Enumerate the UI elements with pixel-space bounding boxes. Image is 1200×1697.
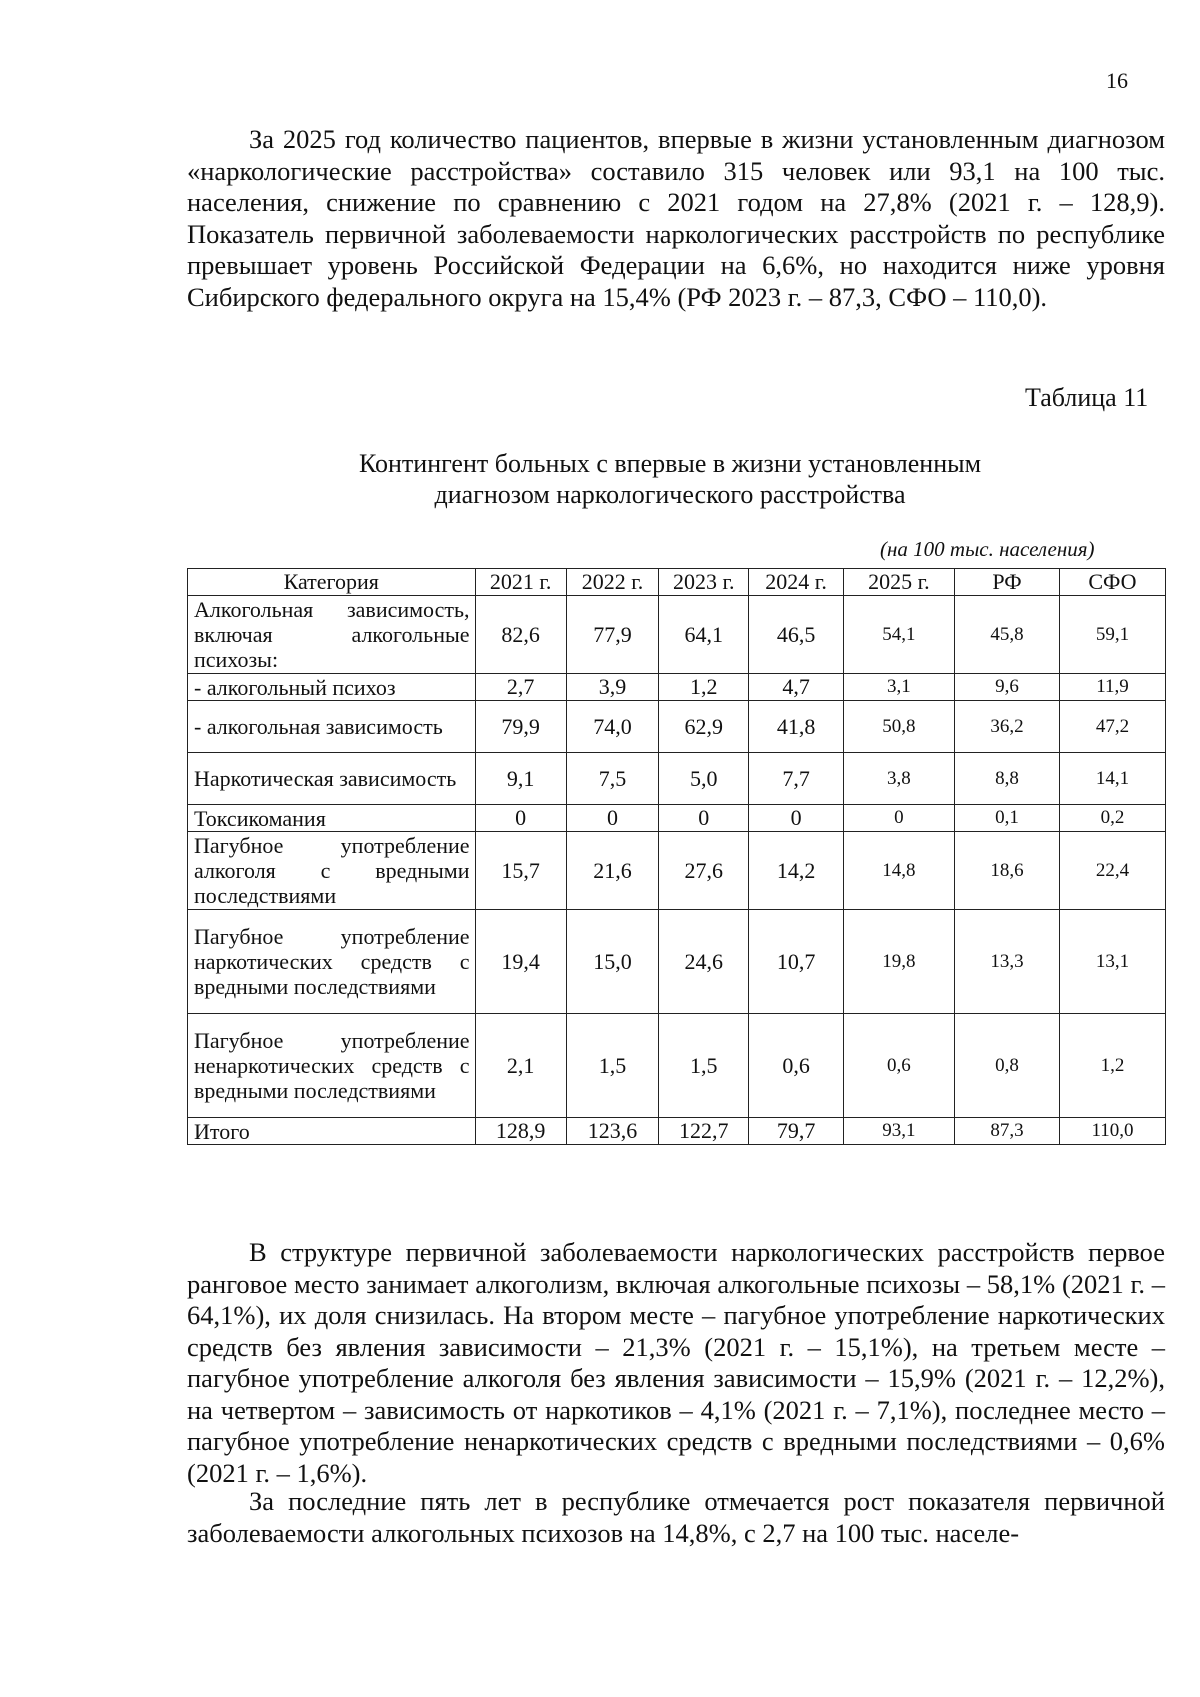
cell-2022: 0: [566, 805, 658, 832]
cell-2023: 1,2: [659, 674, 749, 701]
cell-rf: 36,2: [955, 701, 1060, 753]
table-row-total: [188, 1118, 1166, 1145]
cell-2023: 5,0: [659, 753, 749, 805]
cell-2022: 7,5: [566, 753, 658, 805]
cell-2025: 3,1: [843, 674, 954, 701]
cell-2025: 93,1: [843, 1118, 954, 1145]
paragraph-trend-text: За последние пять лет в республике отмечается рост показателя первичной заболеваемости алкогольных психозов на 14,8%, с 2,7 на 100 тыс. населе-: [187, 1486, 1165, 1548]
cell-2022: 77,9: [566, 596, 658, 674]
row-category: Итого: [188, 1118, 476, 1145]
incidence-table: [187, 568, 1166, 1145]
cell-2024: 79,7: [749, 1118, 843, 1145]
cell-sfo: 14,1: [1059, 753, 1165, 805]
cell-2022: 74,0: [566, 701, 658, 753]
cell-2024: 0: [749, 805, 843, 832]
cell-sfo: 59,1: [1059, 596, 1165, 674]
table-row: [188, 832, 1166, 910]
cell-2021: 128,9: [475, 1118, 566, 1145]
cell-2024: 10,7: [749, 910, 843, 1014]
paragraph-intro: [187, 124, 1165, 313]
cell-2021: 82,6: [475, 596, 566, 674]
cell-sfo: 1,2: [1059, 1014, 1165, 1118]
header-category: Категория: [188, 569, 476, 596]
cell-2025: 3,8: [843, 753, 954, 805]
cell-2022: 123,6: [566, 1118, 658, 1145]
row-category: Пагубное употребление алкоголя с вредными последствиями: [188, 832, 476, 910]
cell-2025: 0: [843, 805, 954, 832]
cell-2023: 1,5: [659, 1014, 749, 1118]
row-category: Алкогольная зависимость, включая алкогольные психозы:: [188, 596, 476, 674]
table-unit-note: (на 100 тыс. населения): [880, 537, 1095, 561]
row-category: Наркотическая зависимость: [188, 753, 476, 805]
paragraph-structure-text: В структуре первичной заболеваемости наркологических расстройств первое ранговое место занимает алкоголизм, включая алкогольные психозы – 58,1% (2021 г. – 64,1%), их доля снизилась. На втором месте – пагубное употребление наркотических средств без явления зависимости – 21,3% (2021 г. – 15,1%), на третьем месте – пагубное употребление алкоголя без явления зависимости – 15,9% (2021 г. – 12,2%), на четвертом – зависимость от наркотиков – 4,1% (2021 г. – 7,1%), последнее место – пагубное употребление ненаркотических средств с вредными последствиями – 0,6% (2021 г. – 1,6%).: [187, 1237, 1165, 1488]
cell-2021: 9,1: [475, 753, 566, 805]
cell-2021: 2,1: [475, 1014, 566, 1118]
row-category: Токсикомания: [188, 805, 476, 832]
table-title-line-2: диагнозом наркологического расстройства: [434, 480, 906, 509]
table-row: [188, 910, 1166, 1014]
row-category: - алкогольная зависимость: [188, 701, 476, 753]
paragraph-trend: [187, 1486, 1165, 1549]
header-2024: 2024 г.: [749, 569, 843, 596]
cell-2024: 46,5: [749, 596, 843, 674]
table-row: [188, 596, 1166, 674]
cell-2022: 21,6: [566, 832, 658, 910]
paragraph-intro-text: За 2025 год количество пациентов, впервые в жизни установленным диагнозом «наркологические расстройства» составило 315 человек или 93,1 на 100 тыс. населения, снижение по сравнению с 2021 годом на 27,8% (2021 г. – 128,9). Показатель первичной заболеваемости наркологических расстройств по республике превышает уровень Российской Федерации на 6,6%, но находится ниже уровня Сибирского федерального округа на 15,4% (РФ 2023 г. – 87,3, СФО – 110,0).: [187, 124, 1165, 312]
cell-2024: 41,8: [749, 701, 843, 753]
cell-2025: 0,6: [843, 1014, 954, 1118]
cell-2021: 2,7: [475, 674, 566, 701]
cell-2023: 24,6: [659, 910, 749, 1014]
cell-sfo: 22,4: [1059, 832, 1165, 910]
cell-2025: 54,1: [843, 596, 954, 674]
table-row: [188, 1014, 1166, 1118]
cell-2021: 0: [475, 805, 566, 832]
header-2022: 2022 г.: [566, 569, 658, 596]
cell-sfo: 13,1: [1059, 910, 1165, 1014]
row-category: Пагубное употребление ненаркотических средств с вредными последствиями: [188, 1014, 476, 1118]
cell-2025: 14,8: [843, 832, 954, 910]
cell-2025: 50,8: [843, 701, 954, 753]
table-title: [280, 448, 1060, 510]
table-number: Таблица 11: [1025, 383, 1149, 412]
cell-2025: 19,8: [843, 910, 954, 1014]
cell-rf: 8,8: [955, 753, 1060, 805]
cell-2023: 0: [659, 805, 749, 832]
cell-rf: 0,8: [955, 1014, 1060, 1118]
cell-2022: 15,0: [566, 910, 658, 1014]
table-header-row: [188, 569, 1166, 596]
cell-2024: 4,7: [749, 674, 843, 701]
header-2025: 2025 г.: [843, 569, 954, 596]
paragraph-structure: [187, 1237, 1165, 1489]
cell-rf: 87,3: [955, 1118, 1060, 1145]
cell-rf: 18,6: [955, 832, 1060, 910]
table-row: [188, 701, 1166, 753]
cell-rf: 13,3: [955, 910, 1060, 1014]
cell-2024: 7,7: [749, 753, 843, 805]
table-row: [188, 805, 1166, 832]
cell-sfo: 11,9: [1059, 674, 1165, 701]
cell-rf: 9,6: [955, 674, 1060, 701]
table-title-line-1: Контингент больных с впервые в жизни установленным: [358, 449, 982, 478]
cell-2021: 79,9: [475, 701, 566, 753]
cell-rf: 45,8: [955, 596, 1060, 674]
header-sfo: СФО: [1059, 569, 1165, 596]
cell-2023: 64,1: [659, 596, 749, 674]
table-row: [188, 753, 1166, 805]
row-category: - алкогольный психоз: [188, 674, 476, 701]
cell-2023: 27,6: [659, 832, 749, 910]
cell-2021: 15,7: [475, 832, 566, 910]
page-number: 16: [1106, 68, 1128, 93]
cell-2023: 62,9: [659, 701, 749, 753]
cell-sfo: 110,0: [1059, 1118, 1165, 1145]
cell-2022: 3,9: [566, 674, 658, 701]
header-rf: РФ: [955, 569, 1060, 596]
header-2023: 2023 г.: [659, 569, 749, 596]
cell-2024: 14,2: [749, 832, 843, 910]
cell-2022: 1,5: [566, 1014, 658, 1118]
cell-rf: 0,1: [955, 805, 1060, 832]
cell-2021: 19,4: [475, 910, 566, 1014]
cell-sfo: 47,2: [1059, 701, 1165, 753]
header-2021: 2021 г.: [475, 569, 566, 596]
cell-sfo: 0,2: [1059, 805, 1165, 832]
cell-2023: 122,7: [659, 1118, 749, 1145]
row-category: Пагубное употребление наркотических средств с вредными последствиями: [188, 910, 476, 1014]
cell-2024: 0,6: [749, 1014, 843, 1118]
table-row: [188, 674, 1166, 701]
